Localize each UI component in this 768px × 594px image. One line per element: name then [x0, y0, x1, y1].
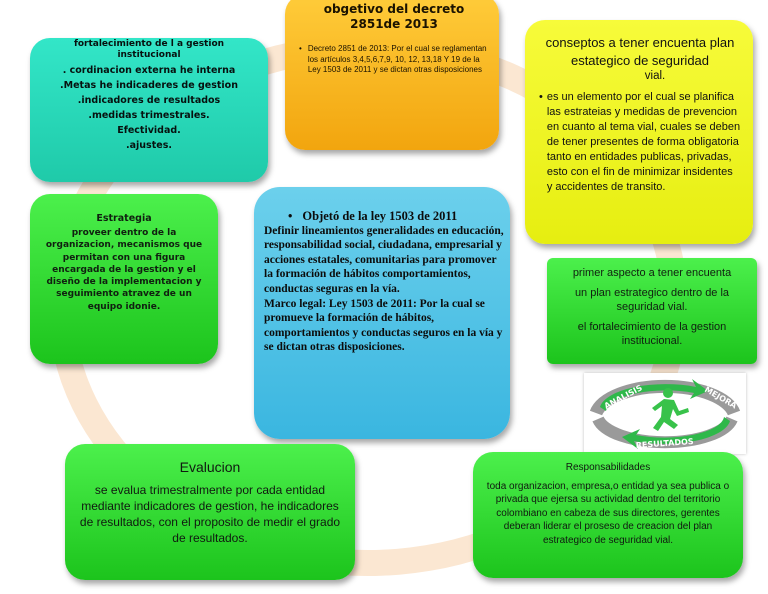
box-fortalecimiento [30, 38, 268, 182]
box-responsabilidades [473, 452, 743, 578]
bullet-dot-icon: • [539, 91, 543, 103]
box-objetivo [285, 0, 499, 150]
marco-legal: Marco legal: Ley 1503 de 2011: Por la cual se promueve la formación de hábitos, comportamientos y conductas seguros en la vía y se dictan otras disposiciones. [264, 297, 503, 354]
primer-line-3: el fortalecimiento de la gestion institucional. [577, 321, 727, 347]
estrategia-body: proveer dentro de la organizacion, mecanismos que permitan con una figura encargada de la gestion y el diseño de la implementacion y seguimiento atravez de un equipo idonie. [45, 228, 203, 312]
primer-line-2: un plan estrategico dentro de la seguridad vial. [574, 287, 730, 313]
fortalecimiento-item: . cordinacion externa he interna [62, 65, 236, 76]
evalucion-title: Evalucion [179, 459, 241, 475]
objetivo-bullet [299, 44, 489, 76]
analisis-mejora-logo [584, 373, 746, 454]
box-objeto-ley [254, 187, 510, 439]
objetivo-bullet-text: Decreto 2851 de 2013: Por el cual se reglamentan los artículos 3,4,5,6,7,9, 10, 12, 13,18 Y 19 de la Ley 1503 de 2011 y se dictan otras disposiciones [307, 44, 487, 74]
objeto-body: Definir lineamientos generalidades en educación, responsabilidad social, ciudadana, empresarial y acciones estatales, comunitarias para promover la formación de hábitos comportamientos, conductas seguras en la vía. [264, 224, 504, 295]
fortalecimiento-item: .ajustes. [126, 140, 172, 151]
estrategia-title: Estrategia [96, 213, 152, 224]
conseptos-bullet [539, 90, 741, 195]
logo-word-left: ANALISIS [602, 383, 644, 411]
box-estrategia [30, 194, 218, 364]
box-primer-aspecto [547, 258, 757, 364]
runner-icon [652, 388, 689, 431]
logo-word-right: MEJORA [703, 384, 739, 411]
objeto-bullet [264, 209, 506, 224]
conseptos-title-end: vial. [644, 70, 666, 82]
fortalecimiento-item: Efectividad. [117, 125, 181, 136]
objetivo-title: obgetivo del decreto 2851de 2013 [323, 2, 465, 31]
evalucion-body: se evalua trimestralmente por cada entidad mediante indicadores de gestion, he indicadores de resultados, con el proposito de medir el grado de resultados. [79, 483, 341, 545]
logo-word-bottom: RESULTADOS [635, 436, 694, 450]
fortalecimiento-title: fortalecimiento de l a gestion institucional [73, 39, 225, 60]
responsabilidades-body: toda organizacion, empresa,o entidad ya sea publica o privada que ejersa su actividad dentro del territorio colombiano en cabeza de sus directores, gerentes deberan liderar el proseso de creacion del plan estrategico de seguridad vial. [486, 481, 730, 546]
box-conseptos [525, 20, 753, 244]
box-evalucion [65, 444, 355, 580]
bullet-dot-icon: • [288, 209, 293, 223]
primer-line-1: primer aspecto a tener encuenta [572, 267, 732, 279]
fortalecimiento-item: .Metas he indicaderes de gestion [60, 80, 238, 91]
conseptos-bullet-text: es un elemento por el cual se planifica las estrateias y medidas de prevencion en cuanto al tema vial, cuales se deben de tener presentes de forma obligatoria tanto en entidades publicas, privadas, esto con el fin de minimizar insidentes y accidentes de transito. [546, 91, 741, 193]
bullet-dot-icon: • [299, 44, 302, 53]
conseptos-title: conseptos a tener encuenta plan estategico de seguridad [545, 35, 735, 68]
cycle-icon [584, 373, 746, 454]
fortalecimiento-item: .indicadores de resultados [77, 95, 221, 106]
fortalecimiento-item: .medidas trimestrales. [88, 110, 210, 121]
responsabilidades-title: Responsabilidades [565, 462, 651, 473]
objeto-bullet-text: Objetó de la ley 1503 de 2011 [302, 209, 458, 223]
